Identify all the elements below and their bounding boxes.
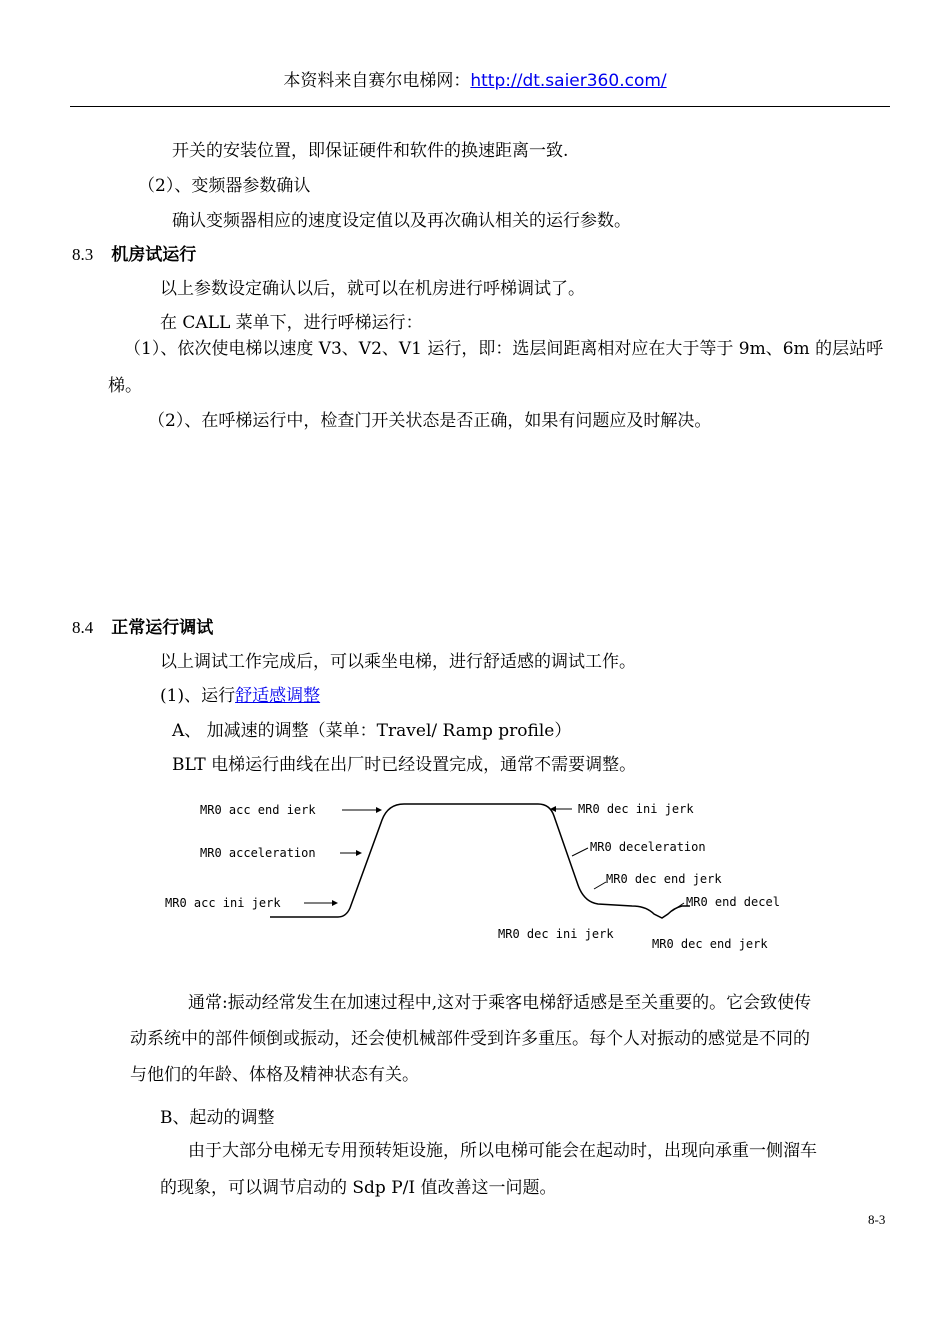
item-prefix: (1)、运行 bbox=[160, 686, 236, 706]
page-header bbox=[0, 66, 950, 91]
label-acceleration: MR0 acceleration bbox=[200, 846, 316, 860]
paragraph-blt-curve: BLT 电梯运行曲线在出厂时已经设置完成，通常不需要调整。 bbox=[172, 755, 637, 775]
paragraph-call-test-intro: 以上参数设定确认以后，就可以在机房进行呼梯调试了。 bbox=[160, 279, 585, 299]
label-dec-end-jerk-mid: MR0 dec end jerk bbox=[606, 872, 722, 886]
paragraph-call-menu: 在 CALL 菜单下，进行呼梯运行： bbox=[160, 313, 423, 333]
paragraph-start-rollback-line1: 由于大部分电梯无专用预转矩设施，所以电梯可能会在起动时，出现向承重一侧溜车 bbox=[188, 1141, 817, 1161]
paragraph-line: 通常:振动经常发生在加速过程中,这对于乘客电梯舒适感是至关重要的。它会致使传 bbox=[188, 993, 812, 1013]
arrowhead bbox=[332, 900, 338, 906]
label-dec-end-jerk-bottom: MR0 dec end jerk bbox=[652, 937, 768, 951]
label-deceleration: MR0 deceleration bbox=[590, 840, 706, 854]
item-start-adjust: B、起动的调整 bbox=[160, 1108, 275, 1128]
paragraph-door-switch-check: （2）、在呼梯运行中，检查门开关状态是否正确，如果有问题应及时解决。 bbox=[148, 411, 712, 431]
paragraph-speed-run-line1: （1）、依次使电梯以速度 V3、V2、V1 运行，即：选层间距离相对应在大于等于 9m、6m 的层站呼 bbox=[124, 339, 884, 359]
paragraph-speed-run-line2: 梯。 bbox=[108, 376, 142, 396]
section-title: 机房试运行 bbox=[111, 245, 197, 265]
arrowhead bbox=[356, 850, 362, 856]
arrow-end-decel bbox=[672, 903, 684, 911]
section-heading-8-3 bbox=[72, 240, 196, 265]
item-comfort-adjust bbox=[160, 681, 320, 706]
section-heading-8-4 bbox=[72, 613, 213, 638]
label-end-decel: MR0 end decel bbox=[686, 895, 780, 909]
section-number: 8.4 bbox=[72, 618, 94, 637]
section-number: 8.3 bbox=[72, 245, 94, 264]
label-acc-end-jerk: MR0 acc end ierk bbox=[200, 803, 316, 817]
label-acc-ini-jerk: MR0 acc ini jerk bbox=[165, 896, 281, 910]
paragraph-line: 与他们的年龄、体格及精神状态有关。 bbox=[130, 1065, 419, 1085]
paragraph-line: 动系统中的部件倾倒或振动，还会使机械部件受到许多重压。每个人对振动的感觉是不同的 bbox=[130, 1029, 810, 1049]
paragraph-vibration bbox=[130, 985, 890, 1093]
label-dec-ini-jerk-bottom: MR0 dec ini jerk bbox=[498, 927, 614, 941]
label-dec-ini-jerk-top: MR0 dec ini jerk bbox=[578, 802, 694, 816]
header-url-link[interactable]: http://dt.saier360.com/ bbox=[470, 71, 667, 91]
paragraph-confirm-params: 确认变频器相应的速度设定值以及再次确认相关的运行参数。 bbox=[172, 211, 631, 231]
arrow-deceleration bbox=[572, 848, 588, 856]
speed-profile-diagram bbox=[160, 790, 800, 960]
item-accel-decel-adjust: A、 加减速的调整（菜单：Travel/ Ramp profile） bbox=[172, 721, 572, 741]
header-rule bbox=[70, 106, 890, 107]
paragraph-comfort-intro: 以上调试工作完成后，可以乘坐电梯，进行舒适感的调试工作。 bbox=[160, 652, 636, 672]
section-title: 正常运行调试 bbox=[111, 618, 214, 638]
arrowhead bbox=[376, 807, 382, 813]
item-inverter-param-check: （2）、变频器参数确认 bbox=[138, 176, 311, 196]
page-number: 8-3 bbox=[868, 1212, 886, 1227]
comfort-adjust-link[interactable]: 舒适感调整 bbox=[235, 686, 321, 706]
paragraph-start-rollback-line2: 的现象，可以调节启动的 Sdp P/I 值改善这一问题。 bbox=[160, 1178, 557, 1198]
paragraph-switch-position: 开关的安装位置，即保证硬件和软件的换速距离一致. bbox=[172, 141, 569, 161]
arrow-dec-end-jerk-mid bbox=[594, 882, 606, 889]
header-source-text: 本资料来自赛尔电梯网： bbox=[283, 71, 471, 91]
